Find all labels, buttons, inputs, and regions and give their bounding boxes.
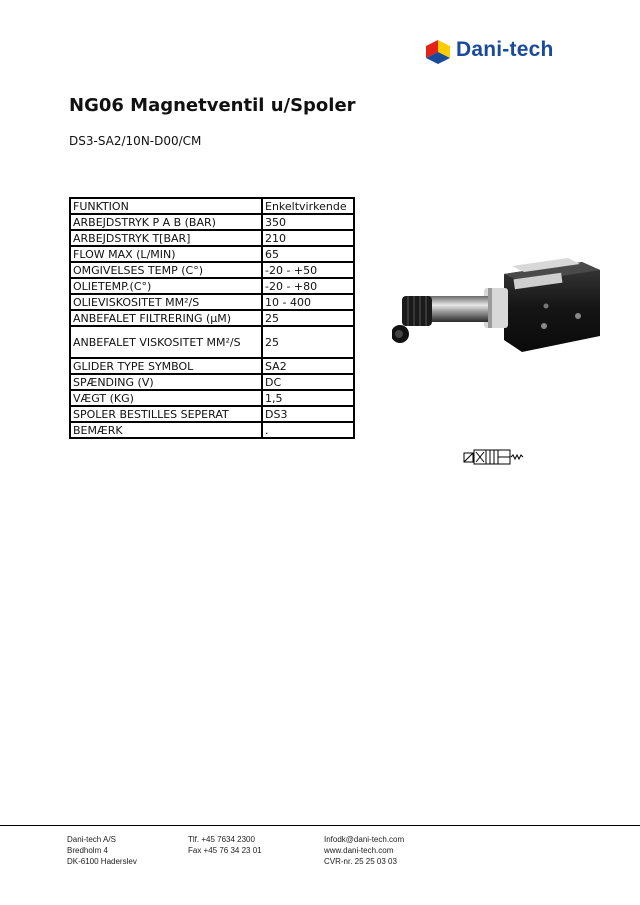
footer-cvr: CVR-nr. 25 25 03 03 [324,857,397,866]
spec-value: 25 [262,326,354,358]
table-row [70,422,354,438]
page-title: NG06 Magnetventil u/Spoler [69,95,356,116]
spec-key: GLIDER TYPE SYMBOL [70,358,262,374]
table-row [70,246,354,262]
spec-value: DC [262,374,354,390]
spec-key: ANBEFALET FILTRERING (μM) [70,310,262,326]
table-row [70,198,354,214]
footer-tel: Tlf. +45 7634 2300 [188,835,255,844]
table-row [70,310,354,326]
table-row [70,230,354,246]
spec-key: BEMÆRK [70,422,262,438]
spec-value: 25 [262,310,354,326]
spec-value: 1,5 [262,390,354,406]
spec-key: OMGIVELSES TEMP (C°) [70,262,262,278]
spec-value: 65 [262,246,354,262]
logo-mark-icon [424,38,452,66]
table-row [70,374,354,390]
footer-city: DK-6100 Haderslev [67,857,137,866]
table-row [70,262,354,278]
footer-divider [0,825,640,826]
spec-key: ANBEFALET VISKOSITET MM²/S [70,326,262,358]
spec-key: ARBEJDSTRYK T[BAR] [70,230,262,246]
table-row [70,326,354,358]
spec-key: SPÆNDING (V) [70,374,262,390]
footer-fax: Fax +45 76 34 23 01 [188,846,262,855]
footer-phone [188,834,262,856]
footer-contact [324,834,404,867]
spec-key: SPOLER BESTILLES SEPERAT [70,406,262,422]
spec-key: FUNKTION [70,198,262,214]
spec-value: Enkeltvirkende [262,198,354,214]
spec-key: ARBEJDSTRYK P A B (BAR) [70,214,262,230]
spec-key: OLIEVISKOSITET MM²/S [70,294,262,310]
spec-key: OLIETEMP.(C°) [70,278,262,294]
table-row [70,358,354,374]
spec-value: DS3 [262,406,354,422]
table-row [70,294,354,310]
spec-value: -20 - +50 [262,262,354,278]
spec-table [69,197,355,439]
spec-value: SA2 [262,358,354,374]
spec-value: 350 [262,214,354,230]
table-row [70,278,354,294]
logo-text: Dani-tech [456,38,554,61]
table-row [70,214,354,230]
spec-value: . [262,422,354,438]
spec-value: 210 [262,230,354,246]
spec-key: FLOW MAX (L/MIN) [70,246,262,262]
spec-value: 10 - 400 [262,294,354,310]
footer-website: www.dani-tech.com [324,846,394,855]
footer-company: Dani-tech A/S [67,835,116,844]
table-row [70,406,354,422]
company-logo [424,36,584,68]
table-row [70,390,354,406]
footer-address [67,834,137,867]
product-code: DS3-SA2/10N-D00/CM [69,134,202,148]
spec-key: VÆGT (KG) [70,390,262,406]
footer-email: Infodk@dani-tech.com [324,835,405,844]
footer-street: Bredholm 4 [67,846,108,855]
product-image [392,252,604,364]
hydraulic-symbol-icon [463,446,525,468]
spec-value: -20 - +80 [262,278,354,294]
